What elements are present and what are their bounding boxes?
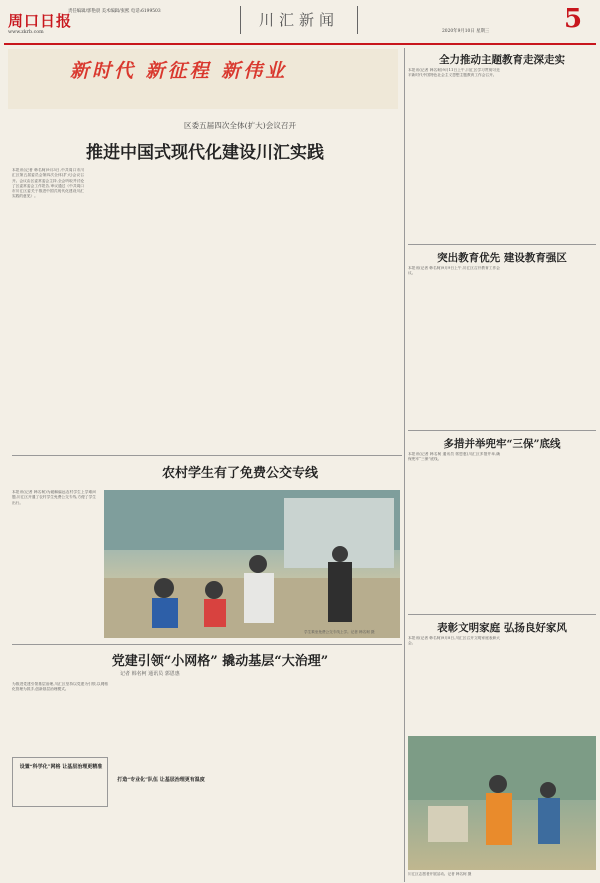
section-title: 川汇新闻	[240, 6, 358, 34]
grid-subhead-box	[12, 757, 108, 807]
volunteer-photo-illustration	[408, 736, 596, 870]
column-rule	[404, 48, 405, 882]
grid-box-title: 设置“科学化”网格 让基层治理更精准	[19, 764, 103, 770]
bus-body: 本报讯(记者 韩名柯)为破解偏远农村学生上学难问题,川汇区开通了农村学生免费公交专线,方便了学生出行。	[12, 490, 96, 505]
grid-body-col	[114, 682, 208, 772]
right-story-1-body: 本报讯(记者 韩名柯)9月11日上午,川汇区学习贯彻习近平新时代中国特色社会主义思想主题教育工作会召开。	[408, 68, 500, 78]
bus-photo-caption: 学生乘坐免费公交专线上学。记者 韩名柯 摄	[304, 630, 375, 634]
grid-body-col	[12, 812, 108, 882]
masthead-rule	[4, 43, 596, 45]
right-story-3-title: 多措并举兜牢“三保”底线	[443, 438, 561, 450]
right-story-4-body-col	[504, 636, 596, 732]
grid-headline: 党建引领“小网格” 撬动基层“大治理”	[111, 654, 329, 669]
lead-body-col	[164, 168, 236, 450]
lead-body-col	[316, 168, 398, 450]
lead-deck: 区委五届四次全体(扩大)会议召开	[183, 121, 297, 130]
bus-photo	[104, 490, 400, 638]
right-story-1-body-col	[504, 68, 596, 240]
editors-line: 责任编辑/郭艳晨 美术编辑/张熙 电话:6199503	[68, 9, 161, 14]
lead-body: 本报讯(记者 韩名柯)9月3日,中共周口市川汇区第五届委员会第四次全体(扩大)会议召开。会议由区委常委会主持,全会听取并讨论了区委常委会工作报告,审议通过《中共周口市川汇区委关于推进中国式现代化建设川汇实践的意见》。	[12, 168, 84, 199]
right-story-4-body: 本报讯(记者 韩名柯)9月8日,川汇区召开文明家庭表彰大会。	[408, 636, 500, 646]
grid-body-col	[310, 682, 402, 882]
website[interactable]: www.zkrb.com	[8, 30, 44, 35]
grid-body-col	[214, 682, 306, 882]
divider	[12, 644, 402, 645]
right-story-3-body-col	[504, 452, 596, 610]
right-story-4-title: 表彰文明家庭 弘扬良好家风	[437, 622, 567, 634]
right-story-2-title: 突出教育优先 建设教育强区	[437, 252, 567, 264]
grid-body-col	[114, 790, 208, 882]
grid-subhead: 打造“专业化”队伍 让基层治理更有温度	[117, 777, 205, 783]
slogan: 新时代 新征程 新伟业	[70, 60, 288, 82]
lead-body-col	[240, 168, 312, 450]
divider	[408, 614, 596, 615]
bus-headline: 农村学生有了免费公交专线	[161, 466, 318, 481]
issue-date: 2020年9月10日 星期三	[442, 29, 490, 34]
grid-byline: 记者 韩名柯 通讯员 郭恩惠	[120, 671, 180, 677]
right-story-2-body: 本报讯(记者 韩名柯)9月9日上午,川汇区召开教育工作会议。	[408, 266, 500, 276]
divider	[12, 455, 402, 456]
volunteer-photo	[408, 736, 596, 870]
divider	[408, 244, 596, 245]
right-story-1-title: 全力推动主题教育走深走实	[439, 54, 565, 66]
masthead	[0, 0, 600, 44]
grid-body: 为推进党建引领基层治理,川汇区坚持以党建为引领,以网格化管理为抓手,创新基层治理模式。	[12, 682, 108, 692]
right-story-3-body: 本报讯(记者 韩名柯 通讯员 郭恩惠)川汇区多措并举,确保兜牢“三保”底线。	[408, 452, 500, 462]
divider	[408, 430, 596, 431]
volunteer-photo-caption: 川汇区志愿者开展活动。记者 韩名柯 摄	[408, 872, 472, 876]
page-number: 5	[564, 4, 583, 34]
lead-body-col	[88, 168, 160, 450]
lead-headline: 推进中国式现代化建设川汇实践	[86, 143, 324, 163]
bus-photo-illustration	[104, 490, 400, 638]
paper-name: 周口日报	[8, 12, 73, 30]
right-story-2-body-col	[504, 266, 596, 426]
